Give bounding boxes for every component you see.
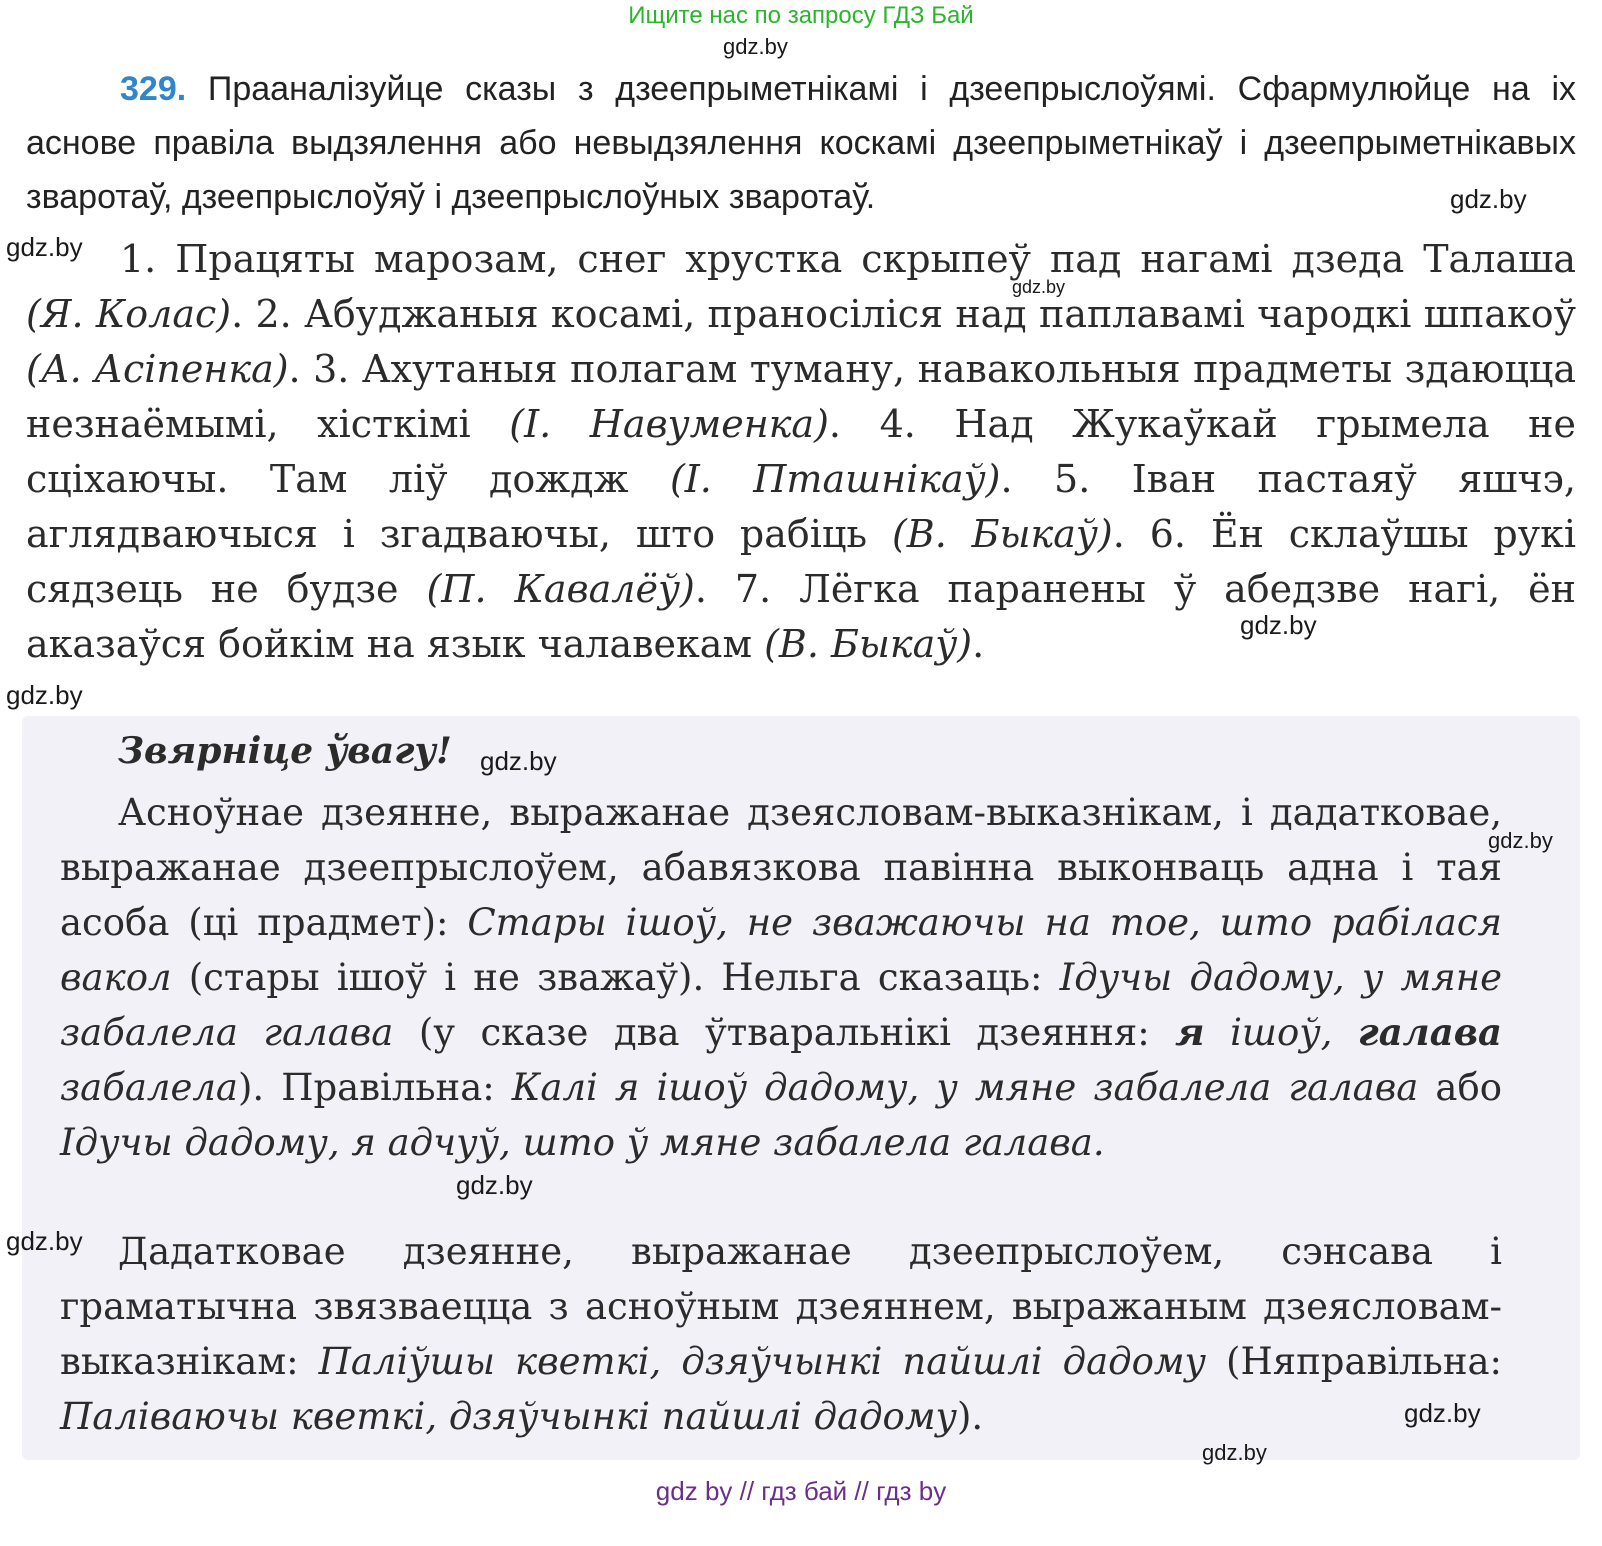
sentence-author: (Я. Колас)	[26, 292, 232, 336]
watermark: gdz.by	[456, 1170, 533, 1200]
note-paragraph-1	[60, 785, 1502, 1170]
note-text: (у сказе два ўтваральнікі дзеяння:	[393, 1011, 1176, 1054]
note-example: Калі я ішоў дадому, у мяне забалела галава	[511, 1066, 1419, 1109]
note-example: Ідучы дадому, я адчуў, што ў мяне забалела галава.	[60, 1121, 1105, 1164]
note-example: Ідучы дадому, у мяне забалела галава	[60, 956, 1502, 1054]
watermark: gdz.by	[723, 34, 788, 59]
watermark: gdz.by	[6, 680, 83, 710]
top-notice-watermark: Ищите нас по запросу ГДЗ Бай	[628, 2, 974, 29]
sentence-author: (В. Быкаў)	[891, 512, 1113, 556]
note-example: Паліўшы кветкі, дзяўчынкі пайшлі дадому	[318, 1340, 1207, 1383]
sentence-number: 5.	[1054, 457, 1091, 501]
watermark: gdz.by	[480, 746, 557, 776]
sentence-author: (А. Асіпенка)	[26, 347, 289, 391]
sentence-number: 1.	[120, 237, 157, 281]
watermark: gdz.by	[1404, 1398, 1481, 1428]
sentence-author: (В. Быкаў)	[764, 622, 973, 666]
sentence-text: Абуджаныя косамі, праносіліся над паплавамі чародкі шпакоў	[304, 292, 1576, 336]
sentence-text: Над Жукаўкай грымела не сціхаючы. Там ліў дождж	[26, 402, 1576, 501]
task-text	[26, 62, 1576, 224]
watermark: gdz.by	[6, 232, 83, 262]
task-number: 329.	[120, 70, 187, 108]
sentence-number: 4.	[879, 402, 916, 446]
note-example: забалела	[60, 1066, 238, 1109]
watermark: gdz.by	[1240, 610, 1317, 640]
note-example: Стары ішоў, не зважаючы на тое, што рабілася вакол	[60, 901, 1502, 999]
example-sentences: 1. Працяты марозам, снег хрустка скрыпеў пад нагамі дзеда Талаша (Я. Колас). 2. Абуджаныя косамі, праносіліся над паплавамі чародкі шпакоў (А. Асіпенка). 3. Ахутаныя полагам туману, навакольныя прадметы здаюцца незнаёмымі, хісткімі (І. Навуменка). 4. Над Жукаўкай грымела не сціхаючы. Там ліў дождж (І. Пташнікаў). 5. Іван пастаяў яшчэ, аглядваючыся і згадваючы, што рабіць (В. Быкаў). 6. Ён склаўшы рукі сядзець не будзе (П. Кавалёў). 7. Лёгка паранены ў абедзве нагі, ён аказаўся бойкім на язык чалавекам (В. Быкаў).	[26, 237, 1576, 666]
note-text: (стары ішоў і не зважаў). Нельга сказаць:	[171, 956, 1060, 999]
sentence-author: (І. Навуменка)	[509, 402, 829, 446]
note-text: (Няправільна:	[1206, 1340, 1502, 1383]
note-title: Звярніце ўвагу!	[118, 730, 452, 772]
footer-watermark: gdz by // гдз бай // гдз by	[655, 1476, 947, 1506]
sentence-text: Ён склаўшы рукі сядзець не будзе	[26, 512, 1576, 611]
sentence-number: 6.	[1149, 512, 1186, 556]
note-text: ). Правільна:	[237, 1066, 512, 1109]
watermark: gdz.by	[1012, 277, 1066, 297]
sentence-number: 7.	[734, 567, 772, 611]
note-emphasis: галава	[1357, 1010, 1503, 1054]
watermark: gdz.by	[1488, 828, 1553, 853]
note-text: ).	[956, 1395, 984, 1438]
sentence-text: Працяты марозам, снег хрустка скрыпеў пад нагамі дзеда Талаша	[175, 237, 1576, 281]
sentence-text: Лёгка паранены ў абедзве нагі, ён аказаўся бойкім на язык чалавекам	[26, 567, 1576, 666]
note-emphasis: я	[1175, 1010, 1205, 1054]
sentence-author: (І. Пташнікаў)	[669, 457, 1001, 501]
watermark: gdz.by	[1450, 184, 1527, 214]
sentence-number: 3.	[313, 347, 350, 391]
note-example: Паліваючы кветкі, дзяўчынкі пайшлі дадому	[60, 1395, 957, 1438]
note-text: Асноўнае дзеянне, выражанае дзеясловам-выказнікам, і дадатковае, выражанае дзеепрыслоўем, абавязкова павінна выконваць адна і тая асоба (ці прадмет):	[60, 791, 1502, 944]
sentence-author: (П. Кавалёў)	[426, 567, 695, 611]
note-paragraph-2	[60, 1224, 1502, 1444]
note-text: або	[1418, 1066, 1502, 1109]
note-text: Дадатковае дзеянне, выражанае дзеепрыслоўем, сэнсава і граматычна звязваецца з асноўным дзеяннем, выражаным дзеясловам-выказнікам:	[60, 1230, 1502, 1383]
watermark: gdz.by	[6, 1226, 83, 1256]
sentence-text: Іван пастаяў яшчэ, аглядваючыся і згадваючы, што рабіць	[26, 457, 1576, 556]
note-example: ішоў,	[1204, 1011, 1358, 1054]
sentence-number: 2.	[255, 292, 292, 336]
watermark: gdz.by	[1202, 1440, 1267, 1465]
sentence-text: Ахутаныя полагам туману, навакольныя прадметы здаюцца незнаёмымі, хісткімі	[26, 347, 1576, 446]
task-instruction: Прааналізуйце сказы з дзеепрыметнікамі і дзеепрыслоўямі. Сфармулюйце на іх аснове правіла выдзялення або невыдзялення коскамі дзеепрыметнікаў і дзеепрыметнікавых зваротаў, дзеепрыслоўяў і дзеепрыслоўных зваротаў.	[26, 70, 1576, 216]
